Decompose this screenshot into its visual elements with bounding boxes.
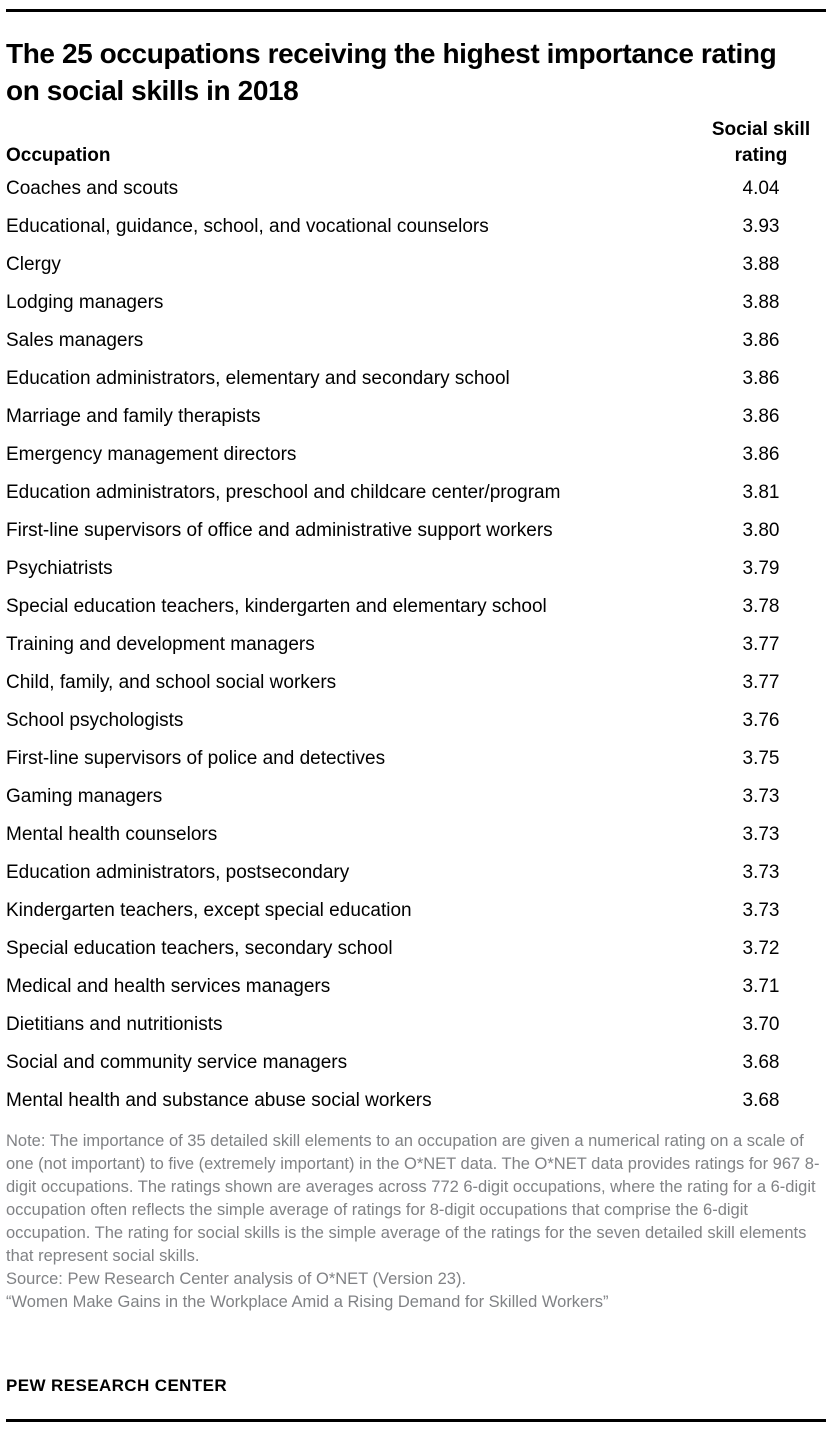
rating-cell: 3.73 bbox=[742, 862, 780, 883]
occupation-cell: Social and community service managers bbox=[6, 1052, 348, 1073]
table-row bbox=[6, 854, 826, 892]
rating-cell: 3.93 bbox=[742, 216, 780, 237]
occupation-cell: Education administrators, postsecondary bbox=[6, 862, 350, 883]
rating-cell: 3.86 bbox=[742, 368, 780, 389]
occupation-cell: Training and development managers bbox=[6, 634, 315, 655]
table-row bbox=[6, 474, 826, 512]
rating-cell: 3.76 bbox=[742, 710, 780, 731]
table-row bbox=[6, 778, 826, 816]
table-row bbox=[6, 322, 826, 360]
rating-cell: 3.73 bbox=[742, 786, 780, 807]
table-row bbox=[6, 246, 826, 284]
column-header-occupation: Occupation bbox=[6, 145, 111, 166]
occupation-cell: Child, family, and school social workers bbox=[6, 672, 337, 693]
pew-research-center-wordmark: PEW RESEARCH CENTER bbox=[6, 1376, 228, 1395]
bottom-rule bbox=[6, 1419, 826, 1422]
occupation-cell: Education administrators, elementary and secondary school bbox=[6, 368, 510, 389]
occupation-cell: First-line supervisors of police and detectives bbox=[6, 748, 386, 769]
table-row bbox=[6, 1006, 826, 1044]
rating-cell: 3.71 bbox=[742, 976, 780, 997]
footnotes bbox=[6, 1130, 826, 1314]
rating-cell: 3.86 bbox=[742, 406, 780, 427]
occupation-cell: Special education teachers, kindergarten and elementary school bbox=[6, 596, 547, 617]
rating-cell: 3.81 bbox=[742, 482, 780, 503]
table-row bbox=[6, 588, 826, 626]
rating-cell: 4.04 bbox=[742, 178, 780, 199]
rating-cell: 3.88 bbox=[742, 292, 780, 313]
occupation-cell: Sales managers bbox=[6, 330, 144, 351]
occupation-cell: Mental health and substance abuse social workers bbox=[6, 1090, 432, 1111]
note-text: Note: The importance of 35 detailed skill elements to an occupation are given a numerical rating on a scale of one (not important) to five (extremely important) in the O*NET data. The O*NET data provides ratings for 967 8-digit occupations. The ratings shown are averages across 772 6-digit occupations, where the rating for a 6-digit occupation often reflects the simple average of ratings for 8-digit occupations that comprise the 6-digit occupation. The rating for social skills is the simple average of the ratings for the seven detailed skill elements that represent social skills. bbox=[6, 1132, 820, 1265]
table-row bbox=[6, 398, 826, 436]
rating-cell: 3.80 bbox=[742, 520, 780, 541]
table-row bbox=[6, 550, 826, 588]
table-row bbox=[6, 702, 826, 740]
occupation-cell: Education administrators, preschool and childcare center/program bbox=[6, 482, 561, 503]
table-row bbox=[6, 930, 826, 968]
rating-cell: 3.70 bbox=[742, 1014, 780, 1035]
rating-cell: 3.86 bbox=[742, 330, 780, 351]
rating-cell: 3.77 bbox=[742, 634, 780, 655]
table-body bbox=[6, 170, 826, 1120]
table-row bbox=[6, 208, 826, 246]
table-row bbox=[6, 512, 826, 550]
occupation-cell: Kindergarten teachers, except special education bbox=[6, 900, 412, 921]
table-header-row bbox=[6, 117, 826, 169]
table-row bbox=[6, 626, 826, 664]
page-title: The 25 occupations receiving the highest importance rating on social skills in 2018 bbox=[6, 38, 777, 106]
occupation-cell: Special education teachers, secondary school bbox=[6, 938, 393, 959]
occupation-cell: Clergy bbox=[6, 254, 61, 275]
table-row bbox=[6, 664, 826, 702]
table-row bbox=[6, 816, 826, 854]
rating-cell: 3.88 bbox=[742, 254, 780, 275]
report-title-text: “Women Make Gains in the Workplace Amid a Rising Demand for Skilled Workers” bbox=[6, 1293, 609, 1311]
top-rule bbox=[6, 9, 826, 12]
table-row bbox=[6, 284, 826, 322]
rating-cell: 3.73 bbox=[742, 824, 780, 845]
rating-cell: 3.75 bbox=[742, 748, 780, 769]
occupation-cell: Dietitians and nutritionists bbox=[6, 1014, 223, 1035]
occupation-cell: Lodging managers bbox=[6, 292, 164, 313]
table-row bbox=[6, 892, 826, 930]
table-row bbox=[6, 740, 826, 778]
occupation-cell: First-line supervisors of office and administrative support workers bbox=[6, 520, 553, 541]
table-row bbox=[6, 1044, 826, 1082]
rating-cell: 3.86 bbox=[742, 444, 780, 465]
column-header-rating-line1: Social skill bbox=[711, 119, 811, 140]
occupation-cell: Medical and health services managers bbox=[6, 976, 331, 997]
source-text: Source: Pew Research Center analysis of O*NET (Version 23). bbox=[6, 1270, 467, 1288]
occupation-cell: School psychologists bbox=[6, 710, 184, 731]
rating-cell: 3.68 bbox=[742, 1090, 780, 1111]
table-row bbox=[6, 968, 826, 1006]
occupation-cell: Gaming managers bbox=[6, 786, 163, 807]
table-row bbox=[6, 1082, 826, 1120]
table-row bbox=[6, 360, 826, 398]
occupation-cell: Educational, guidance, school, and vocational counselors bbox=[6, 216, 489, 237]
occupation-cell: Psychiatrists bbox=[6, 558, 113, 579]
occupation-cell: Emergency management directors bbox=[6, 444, 297, 465]
table-row bbox=[6, 436, 826, 474]
rating-cell: 3.72 bbox=[742, 938, 780, 959]
table-row bbox=[6, 170, 826, 208]
occupation-cell: Mental health counselors bbox=[6, 824, 218, 845]
rating-cell: 3.79 bbox=[742, 558, 780, 579]
column-header-rating-line2: rating bbox=[734, 145, 788, 166]
rating-cell: 3.73 bbox=[742, 900, 780, 921]
rating-cell: 3.68 bbox=[742, 1052, 780, 1073]
rating-cell: 3.77 bbox=[742, 672, 780, 693]
occupation-cell: Marriage and family therapists bbox=[6, 406, 261, 427]
rating-cell: 3.78 bbox=[742, 596, 780, 617]
occupation-cell: Coaches and scouts bbox=[6, 178, 179, 199]
column-header-rating bbox=[696, 117, 826, 169]
